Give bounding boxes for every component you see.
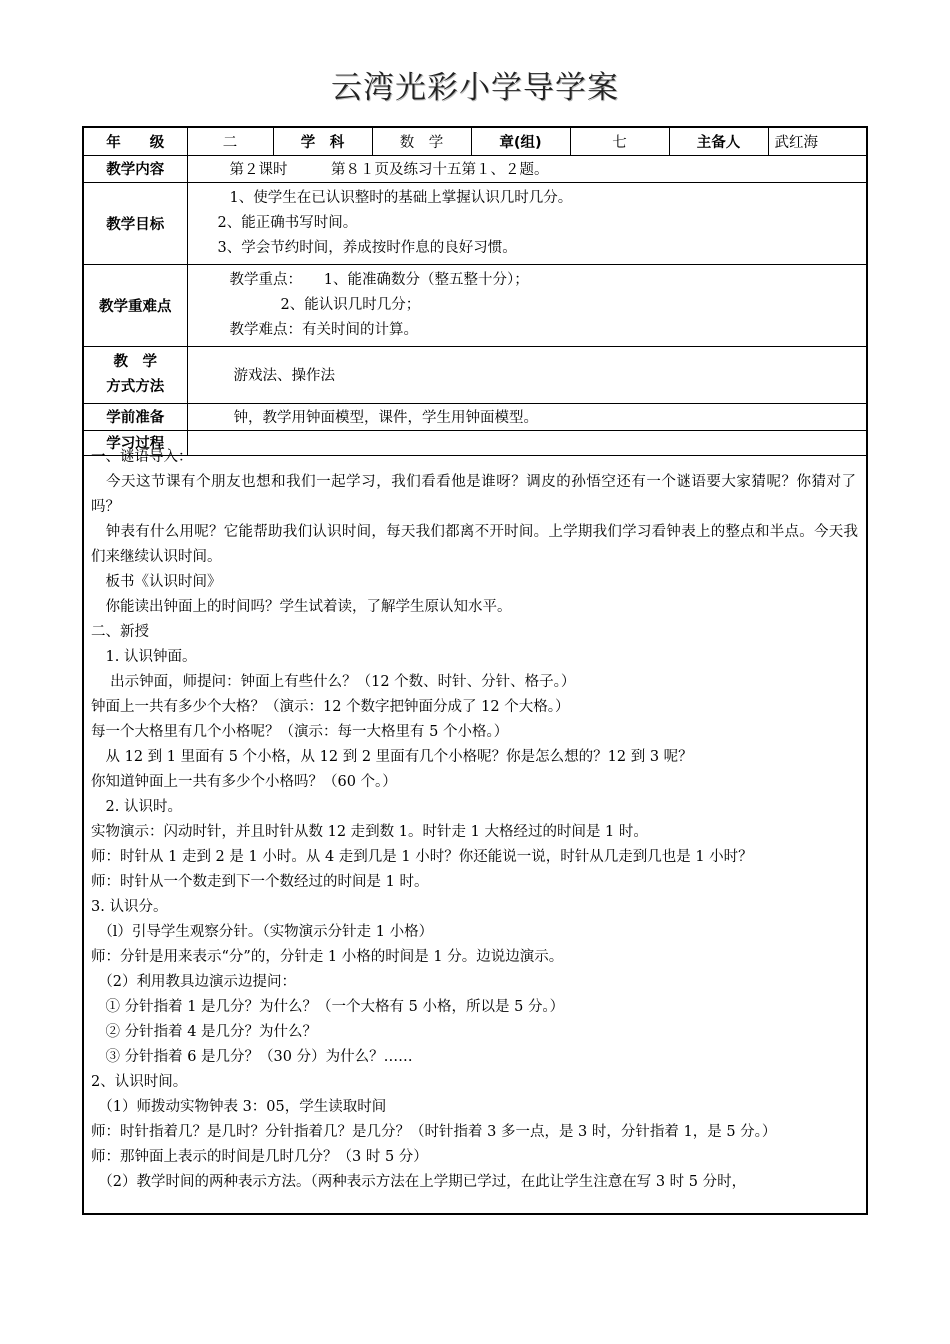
preparer-value: 武红海 xyxy=(768,128,866,155)
paragraph: （2）利用教具边演示边提问： xyxy=(91,974,296,990)
paragraph: （1）师拨动实物钟表 3：05，学生读取时间 xyxy=(91,1099,387,1115)
subject-value: 数 学 xyxy=(372,128,471,155)
process-label: 学习过程 xyxy=(84,430,187,455)
difficulty-line: 教学难点：有关时间的计算。 xyxy=(229,321,418,338)
paragraph: ② 分针指着 4 是几分？为什么？ xyxy=(91,1024,318,1040)
paragraph: 从 12 到 1 里面有 5 个小格，从 12 到 2 里面有几个小格呢？你是怎么想的？12 到 3 呢？ xyxy=(91,749,693,765)
paragraph: 师：那钟面上表示的时间是几时几分？（3 时 5 分） xyxy=(91,1149,428,1165)
section-heading: 一、谜语导入： xyxy=(91,449,193,465)
paragraph: 今天这节课有个朋友也想和我们一起学习，我们看看他是谁呀？调皮的孙悟空还有一个谜语要大家猜呢？你猜对了吗？ xyxy=(91,474,856,515)
paragraph: 师：时针从一个数走到下一个数经过的时间是 1 时。 xyxy=(91,874,429,890)
paragraph: 3. 认识分。 xyxy=(91,899,168,915)
subject-label: 学 科 xyxy=(273,128,372,155)
grade-value: 二 xyxy=(187,128,273,155)
paragraph: 出示钟面，师提问：钟面上有些什么？（12 个数、时针、分针、格子。） xyxy=(91,674,576,690)
content-label: 教学内容 xyxy=(84,155,187,182)
method-label-line: 方式方法 xyxy=(106,378,165,395)
method-value: 游戏法、操作法 xyxy=(187,346,866,403)
prep-value: 钟，教学用钟面模型，课件，学生用钟面模型。 xyxy=(187,403,866,430)
method-label-line: 教 学 xyxy=(113,353,157,370)
prep-label: 学前准备 xyxy=(84,403,187,430)
header-grid xyxy=(84,128,866,456)
paragraph: 2、认识时间。 xyxy=(91,1074,188,1090)
grade-label: 年 级 xyxy=(84,128,187,155)
paragraph: 钟表有什么用呢？它能帮助我们认识时间，每天我们都离不开时间。上学期我们学习看钟表上的整点和半点。今天我们来继续认识时间。 xyxy=(91,524,858,565)
paragraph: 每一个大格里有几个小格呢？（演示：每一大格里有 5 个小格。） xyxy=(91,724,509,740)
lesson-plan-table xyxy=(82,126,868,1215)
paragraph: ③ 分针指着 6 是几分？（30 分）为什么？…… xyxy=(91,1049,413,1065)
goal-item: 1、使学生在已认识整时的基础上掌握认识几时几分。 xyxy=(229,189,573,206)
paragraph: （2）教学时间的两种表示方法。（两种表示方法在上学期已学过，在此让学生注意在写 3 时 5 分时， xyxy=(91,1174,747,1190)
paragraph: 师：时针从 1 走到 2 是 1 小时。从 4 走到几是 1 小时？你还能说一说，时针从几走到几也是 1 小时？ xyxy=(91,849,753,865)
goal-item: 3、学会节约时间，养成按时作息的良好习惯。 xyxy=(217,239,517,256)
key-point-line: 2、能认识几时几分； xyxy=(280,296,421,313)
paragraph: 你能读出钟面上的时间吗？学生试着读，了解学生原认知水平。 xyxy=(91,599,512,615)
section-heading: 二、新授 xyxy=(91,624,149,640)
paragraph: 2. 认识时。 xyxy=(91,799,182,815)
paragraph: ① 分针指着 1 是几分？为什么？（一个大格有 5 小格，所以是 5 分。） xyxy=(91,999,565,1015)
goal-item: 2、能正确书写时间。 xyxy=(217,214,358,231)
learning-process-body xyxy=(84,444,866,1195)
chapter-label: 章(组) xyxy=(471,128,570,155)
paragraph: 1. 认识钟面。 xyxy=(91,649,197,665)
paragraph: 你知道钟面上一共有多少个小格吗？（60 个。） xyxy=(91,774,397,790)
key-point-line: 教学重点： 1、能准确数分（整五整十分）； xyxy=(229,271,529,288)
paragraph: 实物演示：闪动时针，并且时针从数 12 走到数 1。时针走 1 大格经过的时间是 1 时。 xyxy=(91,824,648,840)
chapter-value: 七 xyxy=(570,128,669,155)
key-points-label: 教学重难点 xyxy=(84,264,187,346)
paragraph: （l）引导学生观察分针。（实物演示分针走 1 小格） xyxy=(91,924,434,940)
paragraph: 板书《认识时间》 xyxy=(91,574,222,590)
paragraph: 师：分针是用来表示“分”的，分针走 1 小格的时间是 1 分。边说边演示。 xyxy=(91,949,564,965)
goals-list xyxy=(187,182,866,264)
paragraph: 师：时针指着几？是几时？分针指着几？是几分？（时针指着 3 多一点，是 3 时，分针指着 1，是 5 分。） xyxy=(91,1124,777,1140)
goals-label: 教学目标 xyxy=(84,182,187,264)
preparer-label: 主备人 xyxy=(669,128,768,155)
content-value: 第２课时 第８１页及练习十五第１、２题。 xyxy=(187,155,866,182)
page-title: 云湾光彩小学导学案 xyxy=(331,70,619,106)
paragraph: 钟面上一共有多少个大格？（演示：12 个数字把钟面分成了 12 个大格。） xyxy=(91,699,570,715)
key-points-list xyxy=(187,264,866,346)
method-label xyxy=(84,346,187,403)
